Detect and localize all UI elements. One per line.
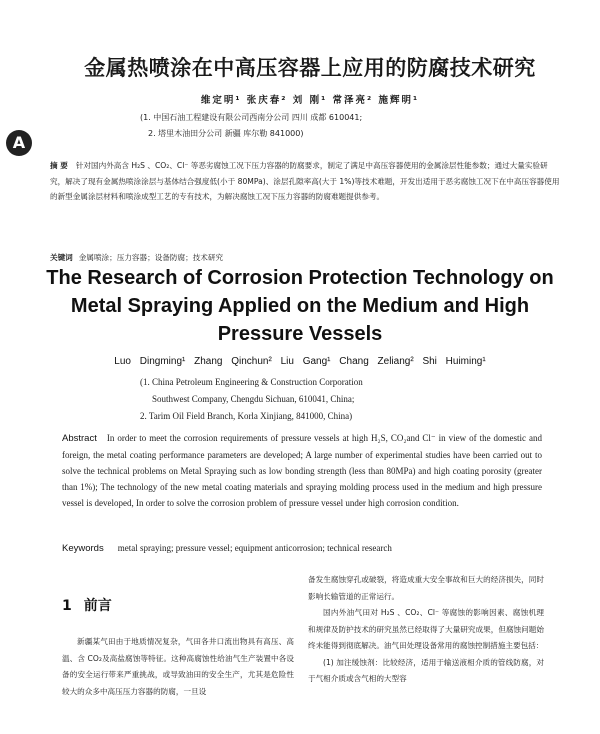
- chinese-abstract-text: 针对国内外高含 H₂S 、CO₂、Cl⁻ 等恶劣腐蚀工况下压力容器的防腐要求，制定了满足中高压容器使用的金属涂层性能参数；通过大量实验研究，解决了现有金属热喷涂涂层与基体结合强度低(小于 80MPa)、涂层孔隙率高(大于 1%)等技术难题，开发出适用于恶劣腐蚀工况下在中高压容器使用的新型金属涂层材料和喷涂成型工艺的专有技术，为解决腐蚀工况下压力容器的防腐难题提供参考。: [50, 161, 560, 201]
- body-column-right: [308, 572, 544, 688]
- chinese-affiliation-line: 2. 塔里木油田分公司 新疆 库尔勒 841000): [148, 129, 304, 138]
- body-paragraph: (1) 加注缓蚀剂：比较经济，适用于输送液相介质的管线防腐，对于气相介质或含气相的大型容: [308, 657, 544, 683]
- chinese-keywords-label: 关键词: [50, 253, 73, 262]
- chinese-abstract: [50, 158, 560, 205]
- english-affiliation-line: 2. Tarim Oil Field Branch, Korla Xinjiang, 841000, China): [140, 411, 353, 421]
- english-title-line: Metal Spraying Applied on the Medium and High: [70, 295, 530, 317]
- chinese-affiliation-line: (1. 中国石油工程建设有限公司西南分公司 四川 成都 610041;: [140, 113, 363, 122]
- english-title-line: The Research of Corrosion Protection Technology on: [46, 267, 554, 289]
- english-keywords: [62, 543, 542, 554]
- english-keywords-label: Keywords: [62, 543, 104, 554]
- english-abstract-label: Abstract: [62, 433, 97, 444]
- english-title-line: Pressure Vessels: [217, 323, 383, 345]
- section-title: 前言: [83, 598, 112, 614]
- english-keywords-text: metal spraying; pressure vessel; equipment anticorrosion; technical research: [117, 543, 392, 553]
- body-paragraph: 备发生腐蚀穿孔或破裂，将造成重大安全事故和巨大的经济损失，同时影响长输管道的正常运行。: [308, 575, 544, 601]
- english-title: [40, 264, 560, 348]
- chinese-affiliations: [100, 110, 520, 142]
- body-paragraph: 新疆某气田由于地质情况复杂，气田各井口流出物具有高压、高温、含 CO₂及高盐腐蚀等特征。这种高腐蚀性给油气生产装置中各设备的安全运行带来严重挑战，或导致油田的安全生产，尤其是危险性较大的众多中高压压力容器的防腐，一旦设: [62, 637, 294, 696]
- section-heading: [62, 595, 112, 615]
- chinese-authors: 维定明¹ 张庆春² 刘 刚¹ 常泽亮² 施辉明¹: [200, 95, 420, 106]
- chinese-abstract-label: 摘 要: [50, 161, 68, 170]
- chinese-keywords: [50, 252, 560, 263]
- body-column-left: [62, 634, 294, 700]
- english-affiliation-line: Southwest Company, Chengdu Sichuan, 610041, China;: [152, 394, 355, 404]
- english-abstract-text: In order to meet the corrosion requirements of pressure vessels at high H₂S, CO₂and Cl⁻ in view of the domestic and foreign, the metal coating performance parameters are developed; A large number of experimental studies have been carried out to solve the technical problems on Metal Spraying such as low bonding strength (less than 80MPa) and high coating porosity (greater than 1%); The technology of the new metal coating materials and spraying molding process used in the medium and high pressure vessel is developed, In order to solve the corrosion problem of pressure vessel under high corrosion condition.: [62, 433, 542, 508]
- english-affiliations: [140, 374, 500, 425]
- chinese-keywords-text: 金属喷涂；压力容器；设备防腐；技术研究: [78, 253, 224, 262]
- section-badge: A: [6, 130, 32, 156]
- english-affiliation-line: (1. China Petroleum Engineering & Construction Corporation: [140, 377, 363, 387]
- english-authors: Luo Dingming¹ Zhang Qinchun² Liu Gang¹ Chang Zeliang² Shi Huiming¹: [114, 356, 486, 367]
- chinese-title: 金属热喷涂在中高压容器上应用的防腐技术研究: [84, 56, 536, 80]
- section-number: 1: [62, 598, 72, 614]
- english-abstract: [62, 430, 542, 511]
- body-paragraph: 国内外油气田对 H₂S 、CO₂、Cl⁻ 等腐蚀的影响因素、腐蚀机理和规律及防护技术的研究虽然已经取得了大量研究成果，但腐蚀问题始终未能得到彻底解决。油气田处理设备常用的腐蚀控制措施主要包括：: [308, 608, 544, 650]
